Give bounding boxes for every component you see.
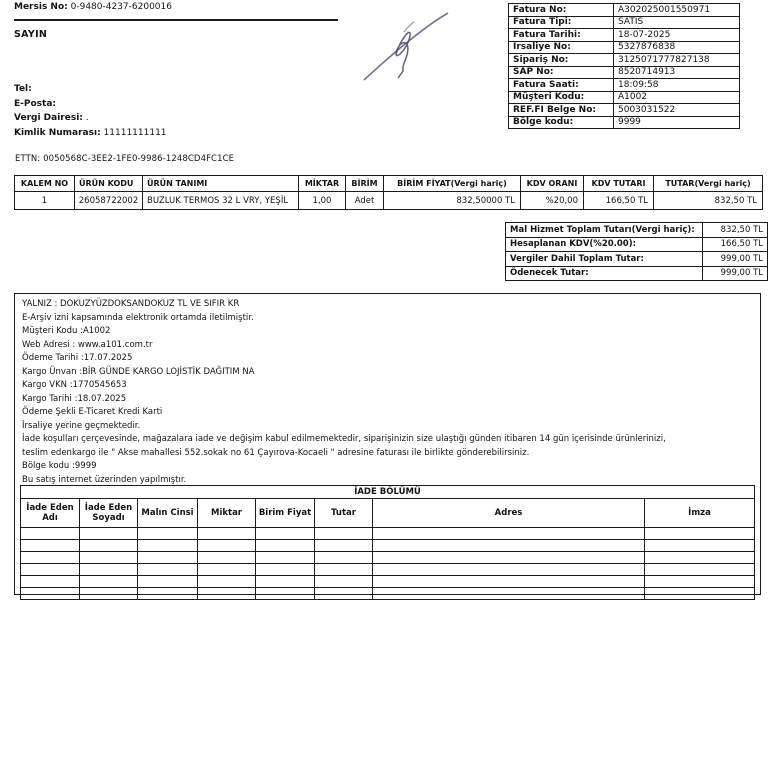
total-label: Ödenecek Tutar: bbox=[506, 266, 703, 281]
invoice-info-table bbox=[508, 3, 740, 129]
empty-cell bbox=[138, 540, 198, 552]
recipient-heading: SAYIN bbox=[14, 29, 48, 40]
info-row-fatura-tipi bbox=[509, 16, 740, 29]
empty-cell bbox=[80, 540, 138, 552]
empty-cell bbox=[315, 564, 373, 576]
total-value: 166,50 TL bbox=[703, 237, 768, 252]
note-line: Web Adresi : www.a101.com.tr bbox=[22, 339, 153, 350]
item-kalem-no: 1 bbox=[15, 192, 75, 210]
total-row-mal-hizmet bbox=[506, 223, 768, 238]
note-line: Ödeme Şekli E-Ticaret Kredi Karti bbox=[22, 407, 163, 417]
items-header-row bbox=[15, 176, 763, 192]
total-value: 999,00 TL bbox=[703, 266, 768, 281]
col-iade-eden-adi: İade Eden Adı bbox=[21, 499, 80, 528]
col-birim-fiyat: Birim Fiyat bbox=[256, 499, 315, 528]
empty-cell bbox=[21, 540, 80, 552]
iade-header-row bbox=[21, 499, 755, 528]
info-label: Sipariş No: bbox=[509, 54, 614, 67]
item-birim-fiyat: 832,50000 TL bbox=[384, 192, 521, 210]
note-line: Kargo Ünvan :BİR GÜNDE KARGO LOJİSTİK DAĞITIM NA bbox=[22, 366, 255, 377]
col-iade-eden-soyadi: İade Eden Soyadı bbox=[80, 499, 138, 528]
info-label: Fatura No: bbox=[509, 4, 614, 17]
tel-line bbox=[14, 82, 167, 97]
item-tutar: 832,50 TL bbox=[654, 192, 763, 210]
note-line: Müşteri Kodu :A1002 bbox=[22, 326, 111, 336]
empty-cell bbox=[21, 552, 80, 564]
total-row-odenecek bbox=[506, 266, 768, 281]
info-row-fatura-tarihi bbox=[509, 29, 740, 42]
iade-empty-row bbox=[21, 528, 755, 540]
ettn-text: ETTN: 0050568C-3EE2-1FE0-9986-1248CD4FC1CE bbox=[15, 154, 235, 164]
empty-cell bbox=[645, 588, 755, 600]
col-miktar: MİKTAR bbox=[299, 176, 346, 192]
info-value: 8520714913 bbox=[614, 66, 740, 79]
eposta-line bbox=[14, 97, 167, 112]
empty-cell bbox=[198, 552, 256, 564]
empty-cell bbox=[80, 588, 138, 600]
col-kalem-no: KALEM NO bbox=[15, 176, 75, 192]
info-label: Müşteri Kodu: bbox=[509, 91, 614, 104]
notes-block bbox=[22, 298, 754, 487]
col-birim: BİRİM bbox=[346, 176, 384, 192]
total-row-vergiler-dahil bbox=[506, 252, 768, 267]
col-adres: Adres bbox=[373, 499, 645, 528]
recipient-contact-block bbox=[14, 82, 167, 140]
mersis-no-line bbox=[14, 2, 172, 12]
col-malin-cinsi: Malın Cinsi bbox=[138, 499, 198, 528]
empty-cell bbox=[256, 588, 315, 600]
empty-cell bbox=[80, 552, 138, 564]
note-line: Bölge kodu :9999 bbox=[22, 461, 97, 471]
empty-cell bbox=[21, 576, 80, 588]
info-row-bolge-kodu bbox=[509, 116, 740, 129]
empty-cell bbox=[256, 540, 315, 552]
empty-cell bbox=[138, 528, 198, 540]
total-label: Hesaplanan KDV(%20.00): bbox=[506, 237, 703, 252]
empty-cell bbox=[645, 540, 755, 552]
empty-cell bbox=[645, 552, 755, 564]
total-label: Mal Hizmet Toplam Tutarı(Vergi hariç): bbox=[506, 223, 703, 238]
iade-title: İADE BÖLÜMÜ bbox=[21, 486, 755, 499]
empty-cell bbox=[21, 588, 80, 600]
note-line: YALNIZ : DOKUZYÜZDOKSANDOKUZ TL VE SIFIR KR bbox=[22, 299, 240, 309]
empty-cell bbox=[373, 564, 645, 576]
info-label: Fatura Saati: bbox=[509, 79, 614, 92]
empty-cell bbox=[373, 588, 645, 600]
item-urun-tanimi: BUZLUK TERMOS 32 L VRY, YEŞİL bbox=[143, 192, 299, 210]
vergi-dairesi-label: Vergi Dairesi: bbox=[14, 113, 83, 123]
kimlik-value: 11111111111 bbox=[103, 127, 167, 138]
iade-title-row bbox=[21, 486, 755, 499]
invoice-totals-table bbox=[505, 222, 768, 281]
iade-empty-row bbox=[21, 552, 755, 564]
mersis-no-label: Mersis No: bbox=[14, 2, 68, 12]
kimlik-label: Kimlik Numarası: bbox=[14, 127, 101, 138]
item-kdv-orani: %20,00 bbox=[521, 192, 584, 210]
info-value: 9999 bbox=[614, 116, 740, 129]
info-row-fatura-no bbox=[509, 4, 740, 17]
empty-cell bbox=[198, 564, 256, 576]
signature-scribble bbox=[352, 8, 462, 88]
iade-empty-row bbox=[21, 564, 755, 576]
info-row-musteri-kodu bbox=[509, 91, 740, 104]
item-kdv-tutari: 166,50 TL bbox=[584, 192, 654, 210]
col-tutar: TUTAR(Vergi hariç) bbox=[654, 176, 763, 192]
vergi-dairesi-line bbox=[14, 111, 167, 126]
info-label: Fatura Tarihi: bbox=[509, 29, 614, 42]
empty-cell bbox=[80, 576, 138, 588]
info-label: SAP No: bbox=[509, 66, 614, 79]
info-value: 5003031522 bbox=[614, 104, 740, 117]
col-urun-kodu: ÜRÜN KODU bbox=[75, 176, 143, 192]
empty-cell bbox=[80, 564, 138, 576]
item-birim: Adet bbox=[346, 192, 384, 210]
iade-empty-row bbox=[21, 576, 755, 588]
info-row-fatura-saati bbox=[509, 79, 740, 92]
info-value: 3125071777827138 bbox=[614, 54, 740, 67]
empty-cell bbox=[315, 576, 373, 588]
vergi-dairesi-value: . bbox=[85, 113, 89, 123]
note-line: İade koşulları çerçevesinde, mağazalara iade ve değişim kabul edilmemektedir, siparişinizin size ulaştığı günden itibaren 14 gün içerisinde ürünlerinizi, bbox=[22, 434, 666, 444]
info-row-sap-no bbox=[509, 66, 740, 79]
info-label: İrsaliye No: bbox=[509, 41, 614, 54]
note-line: İrsaliye yerine geçmektedir. bbox=[22, 420, 141, 431]
info-value: 5327876838 bbox=[614, 41, 740, 54]
empty-cell bbox=[315, 540, 373, 552]
empty-cell bbox=[373, 540, 645, 552]
empty-cell bbox=[256, 564, 315, 576]
empty-cell bbox=[315, 528, 373, 540]
info-row-siparis-no bbox=[509, 54, 740, 67]
empty-cell bbox=[198, 576, 256, 588]
iade-empty-row bbox=[21, 588, 755, 600]
info-value: A1002 bbox=[614, 91, 740, 104]
item-row bbox=[15, 192, 763, 210]
iade-empty-row bbox=[21, 540, 755, 552]
notes-and-return-box bbox=[14, 293, 761, 595]
empty-cell bbox=[138, 564, 198, 576]
col-birim-fiyat: BİRİM FİYAT(Vergi hariç) bbox=[384, 176, 521, 192]
empty-cell bbox=[198, 588, 256, 600]
col-kdv-orani: KDV ORANI bbox=[521, 176, 584, 192]
empty-cell bbox=[138, 552, 198, 564]
empty-cell bbox=[138, 576, 198, 588]
empty-cell bbox=[198, 540, 256, 552]
header-divider bbox=[14, 19, 338, 21]
info-label: Fatura Tipi: bbox=[509, 16, 614, 29]
empty-cell bbox=[373, 528, 645, 540]
empty-cell bbox=[315, 552, 373, 564]
col-urun-tanimi: ÜRÜN TANIMI bbox=[143, 176, 299, 192]
empty-cell bbox=[198, 528, 256, 540]
total-value: 999,00 TL bbox=[703, 252, 768, 267]
col-imza: İmza bbox=[645, 499, 755, 528]
empty-cell bbox=[256, 528, 315, 540]
note-line: Kargo Tarihi :18.07.2025 bbox=[22, 393, 127, 404]
info-label: REF.FI Belge No: bbox=[509, 104, 614, 117]
info-row-irsaliye-no bbox=[509, 41, 740, 54]
kimlik-line bbox=[14, 126, 167, 141]
empty-cell bbox=[138, 588, 198, 600]
return-section-table bbox=[20, 485, 755, 600]
note-line: Bu satış internet üzerinden yapılmıştır. bbox=[22, 474, 187, 485]
empty-cell bbox=[373, 552, 645, 564]
col-tutar: Tutar bbox=[315, 499, 373, 528]
empty-cell bbox=[80, 528, 138, 540]
info-value: 18:09:58 bbox=[614, 79, 740, 92]
col-miktar: Miktar bbox=[198, 499, 256, 528]
empty-cell bbox=[256, 552, 315, 564]
total-row-hesaplanan-kdv bbox=[506, 237, 768, 252]
empty-cell bbox=[645, 576, 755, 588]
empty-cell bbox=[256, 576, 315, 588]
info-value: 18-07-2025 bbox=[614, 29, 740, 42]
empty-cell bbox=[645, 564, 755, 576]
total-value: 832,50 TL bbox=[703, 223, 768, 238]
info-value: A302025001550971 bbox=[614, 4, 740, 17]
info-label: Bölge kodu: bbox=[509, 116, 614, 129]
empty-cell bbox=[373, 576, 645, 588]
info-value: SATIS bbox=[614, 16, 740, 29]
eposta-label: E-Posta: bbox=[14, 98, 56, 109]
note-line: teslim edenkargo ile " Akse mahallesi 552.sokak no 61 Çayırova-Kocaeli " adresine faturası ile birlikte gönderebilirsiniz. bbox=[22, 447, 530, 458]
note-line: Ödeme Tarihi :17.07.2025 bbox=[22, 353, 133, 363]
empty-cell bbox=[315, 588, 373, 600]
empty-cell bbox=[645, 528, 755, 540]
tel-label: Tel: bbox=[14, 84, 32, 94]
empty-cell bbox=[21, 564, 80, 576]
empty-cell bbox=[21, 528, 80, 540]
invoice-items-table bbox=[14, 175, 763, 210]
col-kdv-tutari: KDV TUTARI bbox=[584, 176, 654, 192]
item-miktar: 1,00 bbox=[299, 192, 346, 210]
mersis-no-value: 0-9480-4237-6200016 bbox=[70, 2, 172, 12]
total-label: Vergiler Dahil Toplam Tutar: bbox=[506, 252, 703, 267]
note-line: E-Arşiv izni kapsamında elektronik ortamda iletilmiştir. bbox=[22, 312, 254, 323]
item-urun-kodu: 26058722002 bbox=[75, 192, 143, 210]
note-line: Kargo VKN :1770545653 bbox=[22, 380, 127, 390]
info-row-ref-fi-belge-no bbox=[509, 104, 740, 117]
